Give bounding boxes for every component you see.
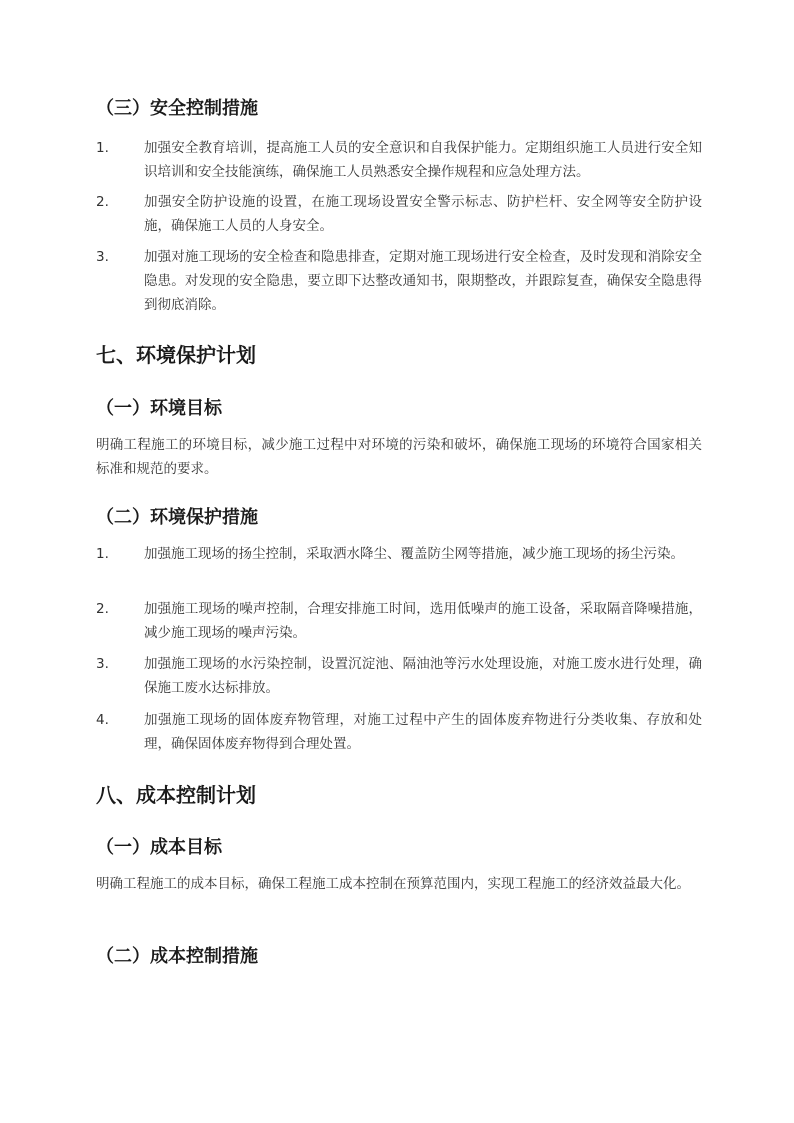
list-number: 2. <box>96 601 109 617</box>
list-text: 加强对施工现场的安全检查和隐患排查，定期对施工现场进行安全检查，及时发现和消除安全隐患。对发现的安全隐患，要立即下达整改通知书，限期整改，并跟踪复查，确保安全隐患得到彻底消除。 <box>144 249 702 313</box>
list-text: 加强安全防护设施的设置，在施工现场设置安全警示标志、防护栏杆、安全网等安全防护设施，确保施工人员的人身安全。 <box>144 194 702 234</box>
list-text: 加强安全教育培训，提高施工人员的安全意识和自我保护能力。定期组织施工人员进行安全知识培训和安全技能演练，确保施工人员熟悉安全操作规程和应急处理方法。 <box>144 140 702 180</box>
list-number: 3. <box>96 656 109 672</box>
list-number: 3. <box>96 249 109 265</box>
list-text: 加强施工现场的噪声控制，合理安排施工时间，选用低噪声的施工设备，采取隔音降噪措施，减少施工现场的噪声污染。 <box>144 601 702 641</box>
paragraph-cost-goal: 明确工程施工的成本目标，确保工程施工成本控制在预算范围内，实现工程施工的经济效益最大化。 <box>96 876 690 892</box>
list-number: 1. <box>96 546 109 562</box>
heading-env-measures: （二）环境保护措施 <box>96 507 258 528</box>
paragraph-env-goal: 明确工程施工的环境目标，减少施工过程中对环境的污染和破坏，确保施工现场的环境符合国家相关标准和规范的要求。 <box>96 437 702 477</box>
heading-env-plan: 七、环境保护计划 <box>96 343 256 367</box>
list-text: 加强施工现场的扬尘控制，采取洒水降尘、覆盖防尘网等措施，减少施工现场的扬尘污染。 <box>144 546 684 562</box>
heading-safety-measures: （三）安全控制措施 <box>96 98 258 119</box>
heading-env-goal: （一）环境目标 <box>96 398 222 419</box>
list-number: 1. <box>96 140 109 156</box>
heading-cost-plan: 八、成本控制计划 <box>96 783 256 807</box>
list-text: 加强施工现场的固体废弃物管理，对施工过程中产生的固体废弃物进行分类收集、存放和处理，确保固体废弃物得到合理处置。 <box>144 712 702 752</box>
list-number: 2. <box>96 194 109 210</box>
list-number: 4. <box>96 712 109 728</box>
heading-cost-measures: （二）成本控制措施 <box>96 946 258 967</box>
heading-cost-goal: （一）成本目标 <box>96 837 222 858</box>
list-text: 加强施工现场的水污染控制，设置沉淀池、隔油池等污水处理设施，对施工废水进行处理，确保施工废水达标排放。 <box>144 656 702 696</box>
